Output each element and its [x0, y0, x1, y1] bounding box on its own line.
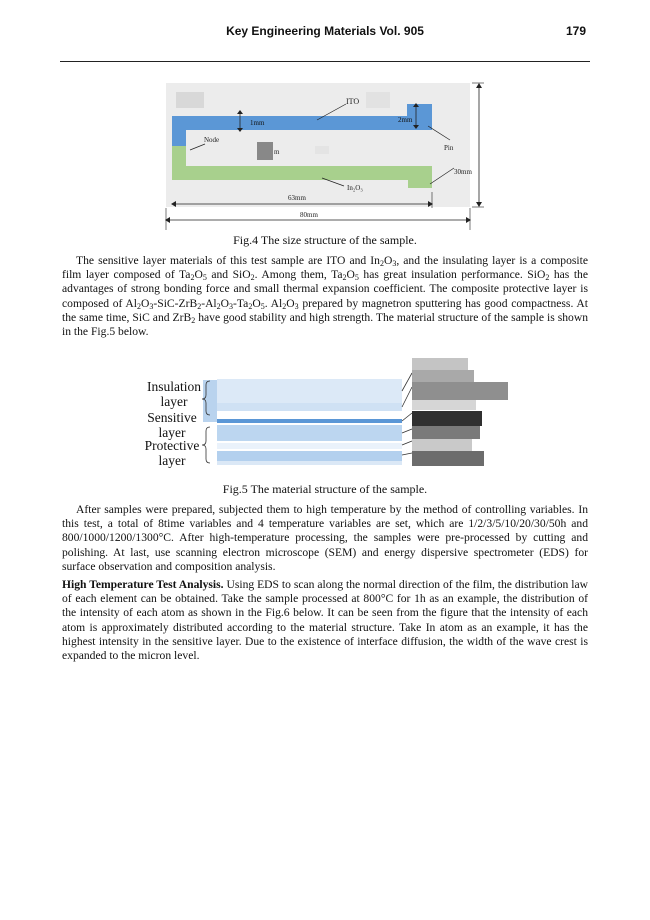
protective-layer — [217, 451, 402, 461]
paragraph-high-temperature-analysis — [62, 578, 588, 663]
paragraph-materials — [62, 254, 588, 339]
label-in2o3: In₂O₃ — [347, 184, 363, 192]
swatch — [412, 400, 476, 410]
sensitive-layer — [217, 425, 402, 441]
swatch — [412, 451, 484, 466]
paragraph-text: High Temperature Test Analysis. Using EDS to scan along the normal direction of the film, the distribution law of each element can be obtained. Take the sample processed at 800°C for 1h as an example, the distribution of the intensity of each atom as shown in the Fig.6 below. It can be seen from the figure that the intensity of each atom is approximately distributed according to the material structure. Take In atom as an example, it has the highest intensity in the sensitive layer. Due to the existence of interface diffusion, the width of the wave crest is expanded to the micron level. — [62, 578, 588, 663]
label-30mm: 30mm — [454, 168, 472, 176]
figure-4-sample-size-diagram — [160, 80, 490, 232]
arrow-head — [476, 202, 482, 207]
paragraph-preparation — [62, 503, 588, 574]
swatch — [412, 439, 472, 451]
label-fragment-m: m — [274, 148, 280, 156]
label-1mm: 1mm — [250, 119, 265, 127]
inner-gap — [186, 130, 432, 146]
label-ito: ITO — [346, 97, 360, 106]
insulation-layer-bottom — [217, 403, 402, 411]
figure-4-caption: Fig.4 The size structure of the sample. — [233, 233, 417, 247]
sensitive-layer-stripe — [217, 419, 402, 423]
label-pin: Pin — [444, 144, 454, 152]
in2o3-electrode-bottom — [172, 166, 420, 180]
label-protective-layer: Protective layer — [144, 438, 200, 468]
blurred-patch — [366, 92, 390, 108]
swatch — [412, 370, 474, 382]
page-header — [62, 24, 588, 40]
label-node: Node — [204, 136, 220, 144]
paragraph-text: The sensitive layer materials of this test sample are ITO and $In_2O_3$, and the insulating layer is a composite film layer composed of $Ta_2O_5$ and SiO$_2$. Among them, $Ta_2O_5$ has great insulation performance. SiO$_2$ has the advantages of strong bonding force and small thermal expansion coefficient. The composite protective layer is composed of $Al_2O_3-SiC-ZrB_2-Al_2O_3-Ta_2O_5$. $Al_2O_3$ prepared by magnetron sputtering has good compactness. At the same time, SiC and ZrB$_2$ have good stability and high strength. The material structure of the sample is shown in the Fig.5 below. — [62, 254, 588, 339]
swatch — [412, 382, 508, 400]
label-sensitive-layer: Sensitive layer — [147, 410, 197, 440]
section-heading: High Temperature Test Analysis. — [62, 578, 224, 591]
protective-layer-base — [217, 461, 402, 465]
protective-layer-gap — [217, 443, 402, 449]
journal-title: Key Engineering Materials Vol. 905 — [226, 24, 424, 38]
in2o3-pin — [408, 166, 432, 188]
figure-5-caption: Fig.5 The material structure of the sample. — [222, 482, 428, 496]
label-63mm: 63mm — [288, 194, 306, 202]
label-80mm: 80mm — [300, 211, 318, 219]
figure-5-layer-structure — [140, 355, 520, 473]
paragraph-text: After samples were prepared, subjected them to high temperature by the method of controlling variables. In this test, a total of 8time variables and 4 temperature variables are set, which are 1/2/3/5/10/20/30/50h and 800/1000/1200/1300°C. After high-temperature processing, the samples were pre-processed by cutting and polishing. At last, use scanning electron microscope (SEM) and energy dispersive spectrometer (EDS) for surface observation and composition analysis. — [62, 503, 588, 573]
swatch — [412, 358, 468, 370]
header-rule — [60, 61, 590, 62]
swatch — [412, 426, 480, 439]
arrow-head — [476, 83, 482, 88]
label-2mm: 2mm — [398, 116, 413, 124]
page-number: 179 — [565, 24, 586, 38]
node-square — [257, 142, 273, 160]
insulation-layer-top — [217, 379, 402, 403]
blurred-patch — [176, 92, 204, 108]
swatch — [412, 411, 482, 426]
label-insulation-layer: Insulation layer — [147, 379, 201, 409]
